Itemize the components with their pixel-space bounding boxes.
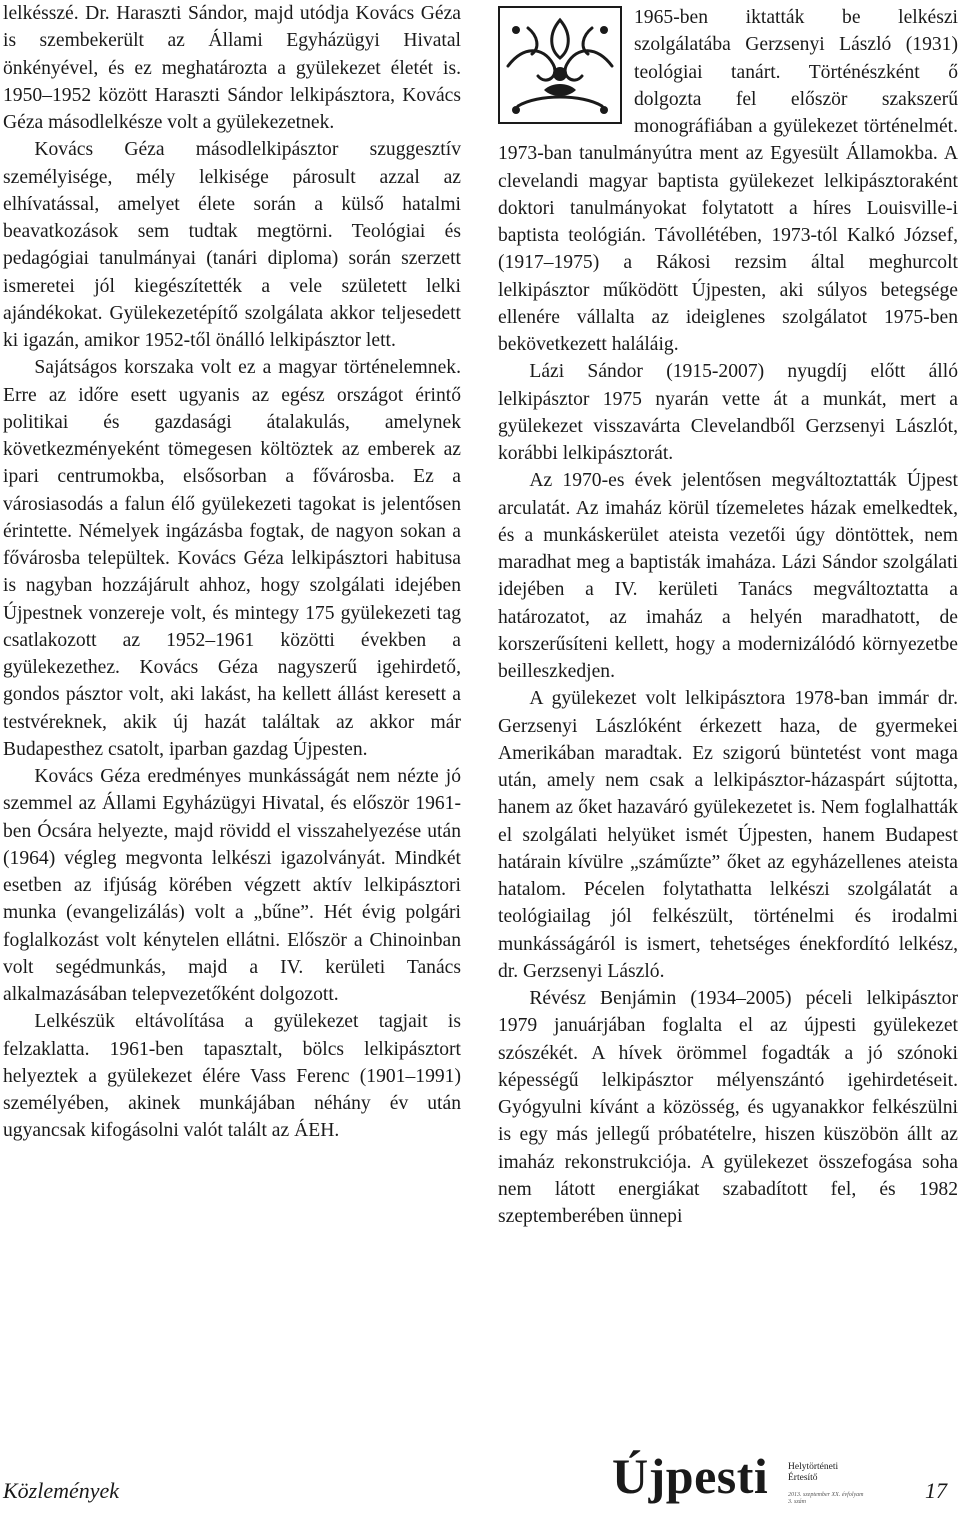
paragraph: Kovács Géza eredményes munkásságát nem nézte jó szemmel az Állami Egyházügyi Hivatal, és először 1961-ben Ócsára helyezte, majd rövidd el visszahelyezése után (1964) végleg megvonta lelkészi igazolványát. Mindkét esetben az ifjúság körében végzett aktív lelkipásztori munka (evangelizálás) volt a „bűne”. Hét évig polgári foglalkozást volt kénytelen ellátni. Először a Chinoinban volt segédmunkás, majd a IV. kerületi Tanács alkalmazásában telepvezetőként dolgozott. bbox=[3, 766, 461, 1005]
paragraph: Sajátságos korszaka volt ez a magyar történelemnek. Erre az időre esett ugyanis az egész országot érintő politikai és gazdasági átalakulás, amelynek következményeként tömegesen költöztek az emberek az ipari centrumokba, elsősorban a fővárosba. Ez a városiasodás a falun élő gyülekezeti tagokat is jelentősen érintette. Némelyek ingázásba fogtak, de nagyon sokan a fővárosba települtek. Kovács Géza lelkipásztori habitusa is nagyban hozzájárult ahhoz, hogy szolgálati idejében Újpestnek vonzereje volt, és mintegy 175 gyülekezeti tag csatlakozott az 1952–1961 közötti években a gyülekezethez. Kovács Géza nagyszerű igehirdető, gondos pásztor volt, aki lakást, ha kellett állást keresett a testvéreknek, akik új hazát találtak az akkor már Budapesthez csatolt, iparban gazdag Újpesten. bbox=[3, 357, 461, 760]
floral-ornament-icon bbox=[498, 6, 622, 124]
section-label: Közlemények bbox=[3, 1478, 120, 1503]
right-column bbox=[498, 4, 958, 1230]
paragraph: Révész Benjámin (1934–2005) péceli lelkipásztor 1979 januárjában foglalta el az újpesti gyülekezet szószékét. A hívek örömmel fogadták a jó szónoki képességű lelkipásztor mélyenszántó igehirdetéseit. Gyógyulni kívánt a közösség, és ugyanakkor felkészülni is egy más jellegű próbatételre, hiszen küszöbön állt az imaház rekonstrukciója. A gyülekezet összefogása soha nem látott energiákat szabadított fel, és 1982 szeptemberében ünnepi bbox=[498, 988, 958, 1227]
left-column bbox=[3, 0, 461, 1145]
masthead-issue-info: 2013. szeptember XX. évfolyam 3. szám bbox=[788, 1492, 864, 1505]
masthead-subtitle: Helytörténeti Értesítő bbox=[788, 1462, 839, 1483]
paragraph: Az 1970-es évek jelentősen megváltoztatták Újpest arculatát. Az imaház körül tízemeletes házak emelkedtek, és a munkáskerület ateista vezetői úgy döntöttek, nem maradhat meg a baptisták imaháza. Lázi Sándor szolgálati idejében a IV. kerületi Tanács megváltoztatta a határozatot, az imaház a helyén maradhatott, de korszerűsíteni kellett, hogy a modernizálódó környezetbe beilleszkedjen. bbox=[498, 470, 958, 682]
paragraph: Lelkészük eltávolítása a gyülekezet tagjait is felzaklatta. 1961-ben tapasztalt, bölcs lelkipásztort helyeztek a gyülekezet élére Vass Ferenc (1901–1991) személyében, akinek munkájában néhány év után ugyancsak kifogásolni valót talált az ÁEH. bbox=[3, 1011, 461, 1142]
paragraph: Lázi Sándor (1915-2007) nyugdíj előtt álló lelkipásztor 1975 nyarán vette át a munkát, mert a gyülekezet visszavárta Clevelandből Gerzsenyi Lászlót, korábbi lelkipásztorát. bbox=[498, 361, 958, 464]
paragraph: A gyülekezet volt lelkipásztora 1978-ban immár dr. Gerzsenyi Lászlóként érkezett haza, de gyermekei Amerikában maradtak. Ez szigorú büntetést vont maga után, amely nem csak a lelkipásztor-házaspárt sújtotta, hanem az őket hazaváró gyülekezetet is. Nem foglalhatták el szolgálati helyüket ismét Újpesten, hanem Budapest határain kívülre „száműzte” őket az egyházellenes ateista hatalom. Pécelen folytathatta lelkészi szolgálatát a teológiailag jól felkészült, történelmi és irodalmi munkásságáról is ismert, tehetséges énekfordító lelkész, dr. Gerzsenyi László. bbox=[498, 688, 958, 982]
paragraph: lelkésszé. Dr. Haraszti Sándor, majd utódja Kovács Géza is szembekerült az Állami Egyházügyi Hivatal önkényével, és ez meghatározta a gyülekezet életét is. 1950–1952 között Haraszti Sándor lelkipásztora, Kovács Géza másodlelkésze volt a gyülekezetnek. bbox=[3, 3, 461, 133]
masthead-title: Újpesti bbox=[612, 1448, 769, 1504]
paragraph: 1965-ben iktatták be lelkészi szolgálatába Gerzsenyi László (1931) teológiai tanárt. Történészként ő dolgozta fel először szakszerű monográfiában a gyülekezet történelmét. 1973-ban tanulmányútra ment az Egyesült Államokba. A clevelandi magyar baptista gyülekezet lelkipásztoraként doktori tanulmányokat folytatott a híres Louisville-i baptista teológián. Távollétében, 1973-tól Kalkó József, (1917–1975) a Rákosi rezsim által meghurcolt lelkipásztor működött Újpesten, aki súlyos betegsége ellenére vállalta az ideiglenes szolgálatot 1975-ben bekövetkezett haláláig. bbox=[498, 7, 958, 355]
paragraph: Kovács Géza másodlelkipásztor szuggesztív személyisége, mély lelkisége párosult azzal az elhívatással, amelyet élete során a külső hatalmi beavatkozások sem tudtak megtörni. Teológiai és pedagógiai tanulmányai (tanári diploma) során szerzett ismeretei jól kiegészítették a vele született lelki ajándékokat. Gyülekezetépítő szolgálata akkor teljesedett ki igazán, amikor 1952-től önálló lelkipásztor lett. bbox=[3, 139, 461, 351]
page-number: 17 bbox=[925, 1478, 947, 1503]
